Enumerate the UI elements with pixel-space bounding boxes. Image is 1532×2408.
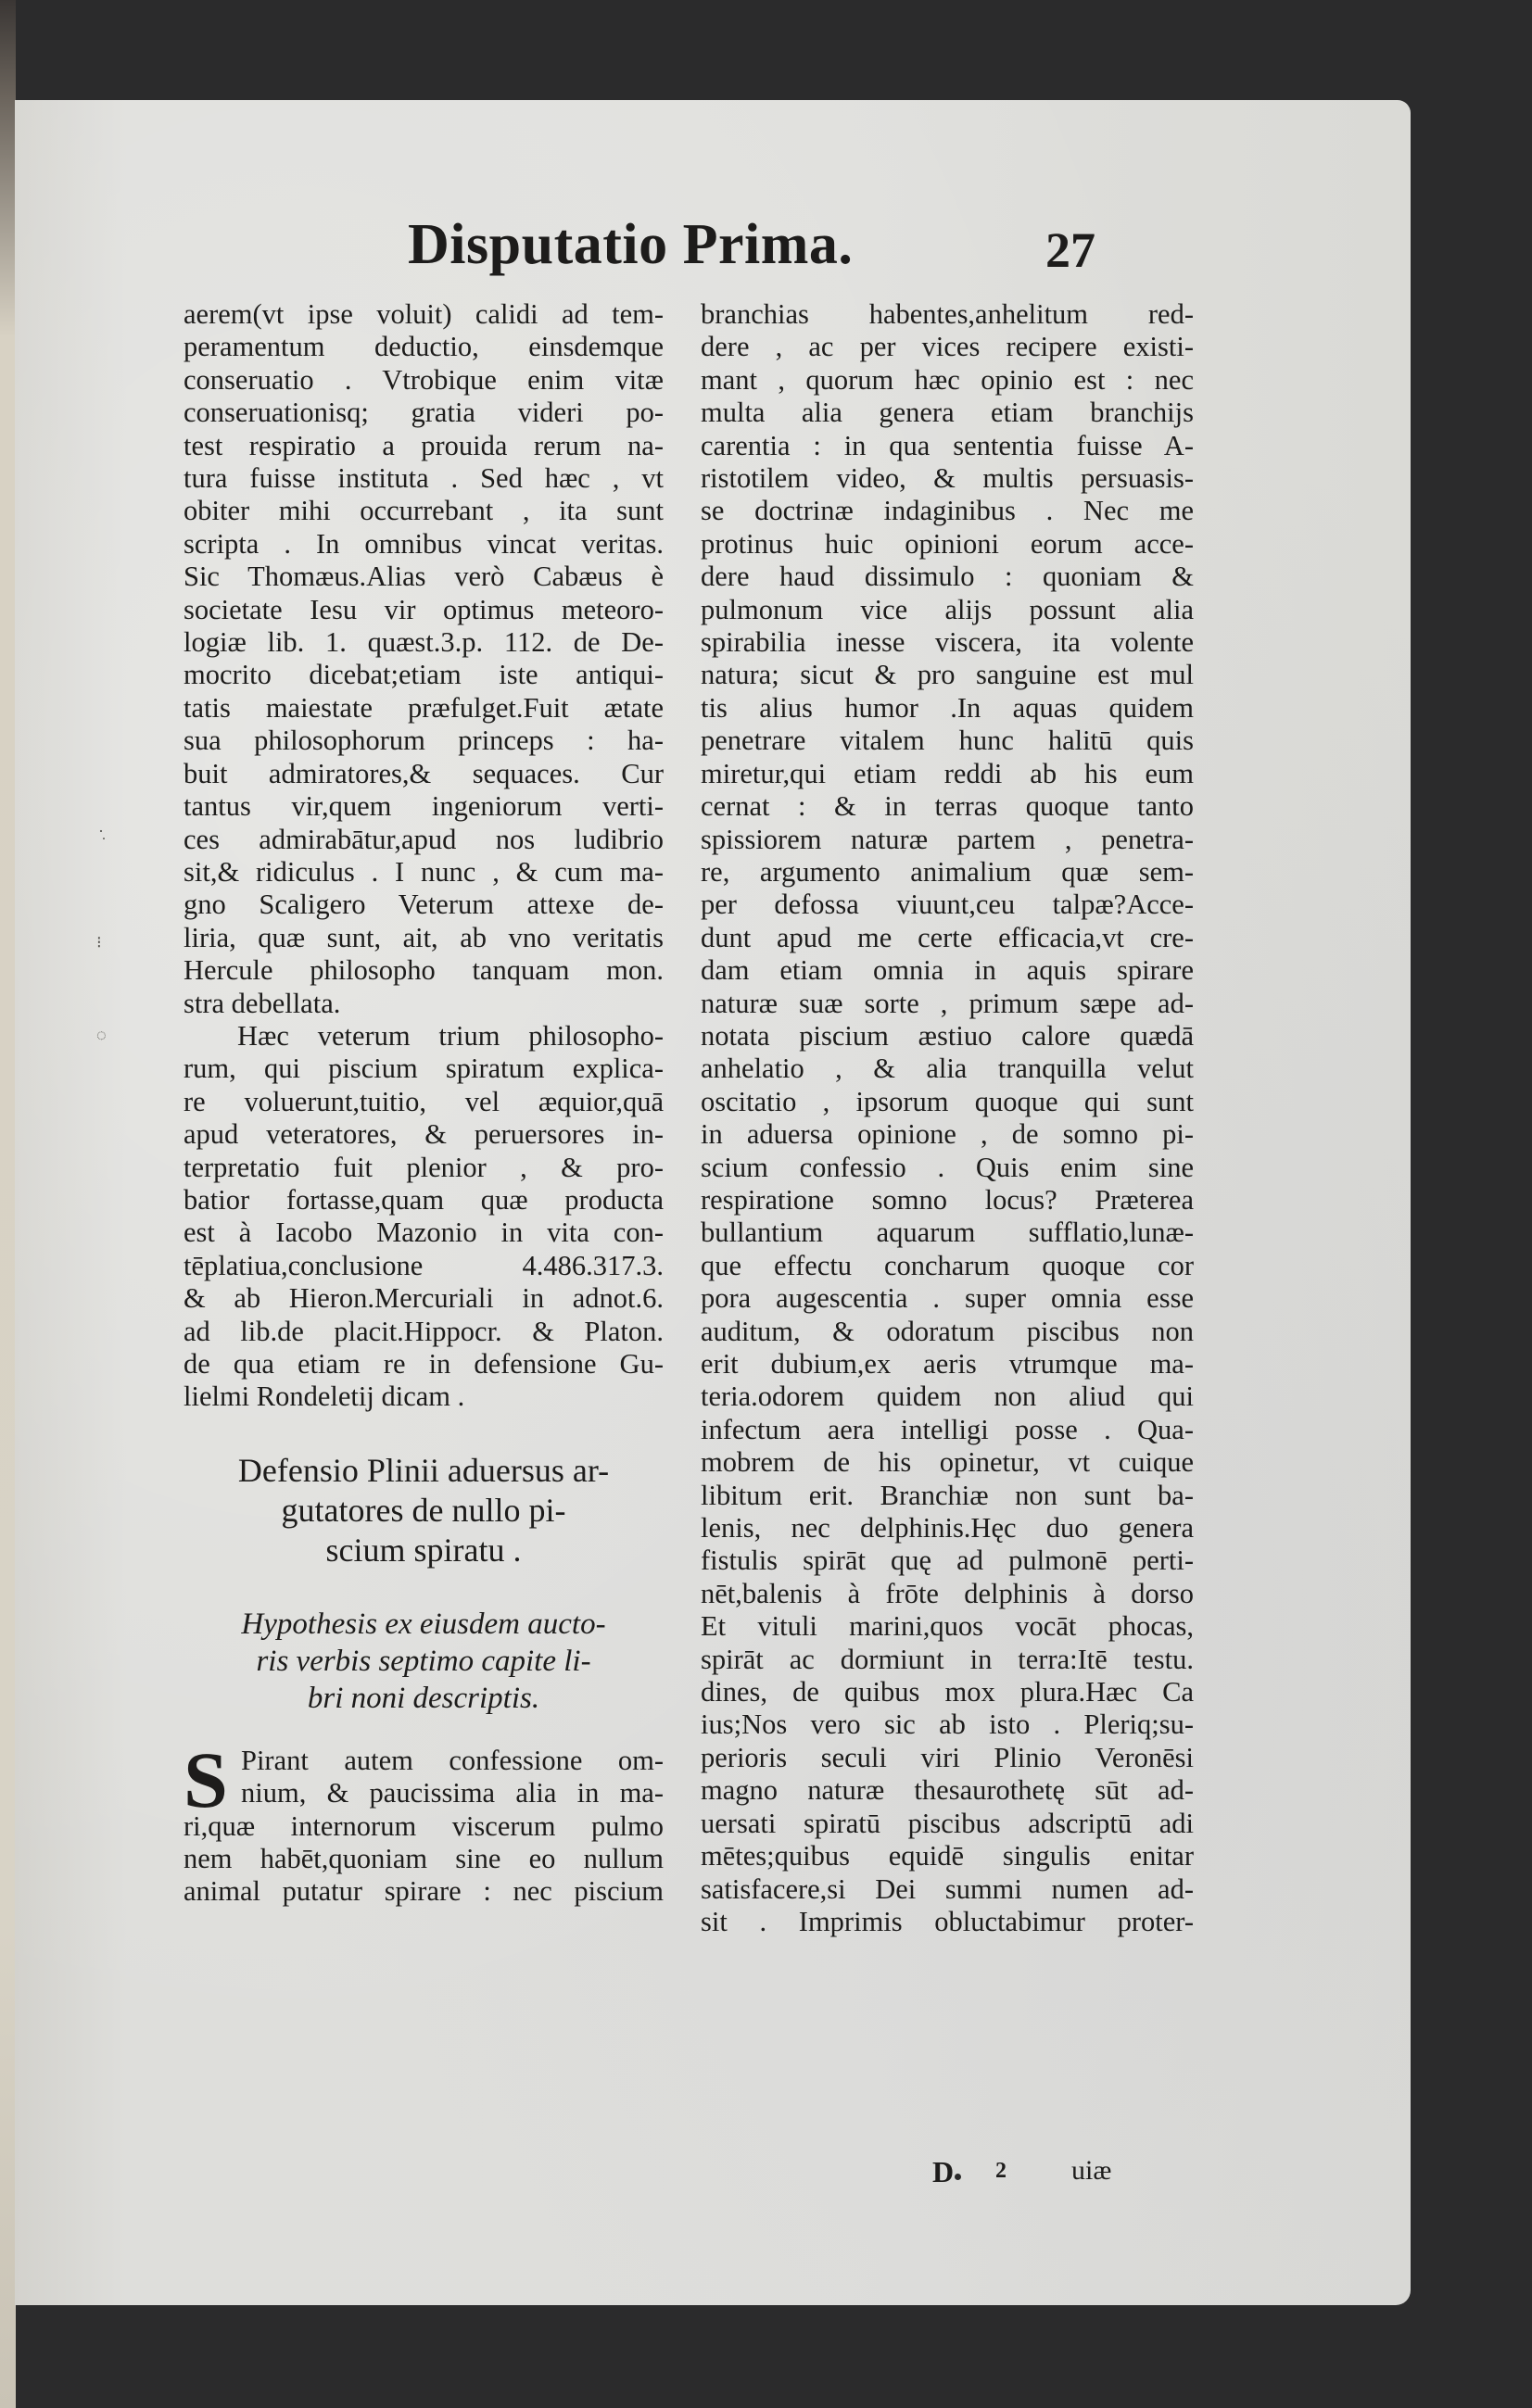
text-line: Hæc veterum trium philosopho- bbox=[237, 1019, 664, 1052]
text-line: tura fuisse instituta . Sed hæc , vt bbox=[184, 462, 664, 495]
text-line: oscitatio , ipsorum quoque qui sunt bbox=[701, 1085, 1194, 1117]
text-line: naturæ suæ sorte , primum sæpe ad- bbox=[701, 987, 1194, 1019]
text-line: multa alia genera etiam branchijs bbox=[701, 397, 1194, 429]
text-line: miretur,qui etiam reddi ab his eum bbox=[701, 757, 1194, 789]
text-line: ces admirabātur,apud nos ludibrio bbox=[184, 823, 664, 855]
signature-number: 2 bbox=[995, 2159, 1007, 2183]
heading-line: bri noni descriptis. bbox=[307, 1681, 540, 1715]
ink-spot-icon bbox=[955, 2174, 961, 2180]
margin-smudge-icon: ◌ bbox=[96, 1026, 107, 1044]
text-line: sua philosophorum princeps : ha- bbox=[184, 725, 664, 757]
text-line: nem habēt,quoniam sine eo nullum bbox=[184, 1843, 664, 1875]
text-line: re, argumento animalium quæ sem- bbox=[701, 855, 1194, 888]
text-line: liria, quæ sunt, ait, ab vno veritatis bbox=[184, 921, 664, 953]
text-line: Hercule philosopho tanquam mon. bbox=[184, 954, 664, 987]
page-number: 27 bbox=[1045, 222, 1095, 278]
text-line: bullantium aquarum sufflatio,lunæ- bbox=[701, 1217, 1194, 1249]
text-line: dunt apud me certe efficacia,vt cre- bbox=[701, 921, 1194, 953]
text-line: rum, qui piscium spiratum explica- bbox=[184, 1053, 664, 1085]
signature-mark: D bbox=[932, 2155, 955, 2188]
text-line: carentia : in qua sententia fuisse A- bbox=[701, 429, 1194, 461]
heading-line: Defensio Plinii aduersus ar- bbox=[237, 1451, 610, 1489]
paragraph-with-drop-cap bbox=[184, 1734, 664, 1909]
text-line: conseruatio . Vtrobique enim vitæ bbox=[184, 363, 664, 396]
text-line: teria.odorem quidem non aliud qui bbox=[701, 1381, 1194, 1413]
text-line: lielmi Rondeletij dicam . bbox=[184, 1381, 465, 1413]
text-line: mobrem de his opinetur, vt cuique bbox=[701, 1446, 1194, 1479]
text-line: Et vituli marini,quos vocāt phocas, bbox=[701, 1610, 1194, 1643]
text-line: animal putatur spirare : nec piscium bbox=[184, 1875, 664, 1908]
text-line: test respiratio a prouida rerum na- bbox=[184, 429, 664, 461]
text-line: apud veteratores, & peruersores in- bbox=[184, 1118, 664, 1151]
paragraph bbox=[184, 1020, 664, 1414]
text-line: de qua etiam re in defensione Gu- bbox=[184, 1348, 664, 1380]
text-line: per defossa viuunt,ceu talpæ?Acce- bbox=[701, 889, 1194, 921]
text-line: societate Iesu vir optimus meteoro- bbox=[184, 593, 664, 625]
text-line: logiæ lib. 1. quæst.3.p. 112. de De- bbox=[184, 626, 664, 659]
text-line: ius;Nos vero sic ab isto . Pleriq;su- bbox=[701, 1708, 1194, 1741]
text-line: batior fortasse,quam quæ producta bbox=[184, 1183, 664, 1216]
text-line: gno Scaligero Veterum attexe de- bbox=[184, 889, 664, 921]
text-line: infectum aera intelligi posse . Qua- bbox=[701, 1413, 1194, 1445]
text-line: spirāt ac dormiunt in terra:Itē testu. bbox=[701, 1643, 1194, 1675]
text-line: dam etiam omnia in aquis spirare bbox=[701, 954, 1194, 987]
text-line: mant , quorum hæc opinio est : nec bbox=[701, 363, 1194, 396]
text-line: Sic Thomæus.Alias verò Cabæus è bbox=[184, 561, 664, 593]
text-line: protinus huic opinioni eorum acce- bbox=[701, 527, 1194, 560]
text-line: sit . Imprimis obluctabimur proter- bbox=[701, 1905, 1194, 1937]
text-line: obiter mihi occurrebant , ita sunt bbox=[184, 495, 664, 527]
text-line: libitum erit. Branchiæ non sunt ba- bbox=[701, 1479, 1194, 1511]
text-line: terpretatio fuit plenior , & pro- bbox=[184, 1151, 664, 1183]
text-line: notata piscium æstiuo calore quædā bbox=[701, 1019, 1194, 1052]
text-line: spissiorem naturæ partem , penetra- bbox=[701, 823, 1194, 855]
text-line: natura; sicut & pro sanguine est mul bbox=[701, 659, 1194, 691]
text-line: Pirant autem confessione om- bbox=[241, 1744, 664, 1776]
book-page bbox=[15, 100, 1411, 2305]
text-line: peramentum deductio, einsdemque bbox=[184, 331, 664, 363]
catchword: uiæ bbox=[1071, 2155, 1112, 2186]
text-line: ad lib.de placit.Hippocr. & Platon. bbox=[184, 1315, 664, 1347]
text-line: tantus vir,quem ingeniorum verti- bbox=[184, 790, 664, 823]
text-line: dere , ac per vices recipere existi- bbox=[701, 331, 1194, 363]
text-line: in aduersa opinione , de somno pi- bbox=[701, 1118, 1194, 1151]
text-line: que effectu concharum quoque cor bbox=[701, 1249, 1194, 1281]
text-line: dines, de quibus mox plura.Hæc Ca bbox=[701, 1676, 1194, 1708]
text-line: pulmonum vice alijs possunt alia bbox=[701, 593, 1194, 625]
text-line: se doctrinæ indaginibus . Nec me bbox=[701, 495, 1194, 527]
text-line: est à Iacobo Mazonio in vita con- bbox=[184, 1217, 664, 1249]
text-line: nium, & paucissima alia in ma- bbox=[241, 1777, 664, 1809]
text-line: satisfacere,si Dei summi numen ad- bbox=[701, 1872, 1194, 1905]
heading-line: Hypothesis ex eiusdem aucto- bbox=[241, 1607, 606, 1641]
text-line: fistulis spirāt quę ad pulmonē perti- bbox=[701, 1544, 1194, 1577]
text-line: tis alius humor .In aquas quidem bbox=[701, 691, 1194, 724]
text-line: branchias habentes,anhelitum red- bbox=[701, 298, 1194, 330]
text-line: penetrare vitalem hunc halitū quis bbox=[701, 725, 1194, 757]
text-line: lenis, nec delphinis.Hęc duo genera bbox=[701, 1512, 1194, 1544]
section-heading bbox=[184, 1451, 664, 1570]
text-line: dere haud dissimulo : quoniam & bbox=[701, 561, 1194, 593]
margin-smudge-icon: ⁝ bbox=[96, 933, 102, 952]
text-line: erit dubium,ex aeris vtrumque ma- bbox=[701, 1348, 1194, 1380]
text-line: anhelatio , & alia tranquilla velut bbox=[701, 1053, 1194, 1085]
text-line: spirabilia inesse viscera, ita volente bbox=[701, 626, 1194, 659]
text-line: auditum, & odoratum piscibus non bbox=[701, 1315, 1194, 1347]
text-line: tēplatiua,conclusione 4.486.317.3. bbox=[184, 1249, 664, 1281]
text-line: ri,quæ internorum viscerum pulmo bbox=[184, 1809, 664, 1842]
text-line: buit admiratores,& sequaces. Cur bbox=[184, 757, 664, 789]
text-line: sit,& ridiculus . I nunc , & cum ma- bbox=[184, 855, 664, 888]
text-line: mētes;quibus equidē singulis enitar bbox=[701, 1840, 1194, 1872]
text-line: mocrito dicebat;etiam iste antiqui- bbox=[184, 659, 664, 691]
text-line: cernat : & in terras quoque tanto bbox=[701, 790, 1194, 823]
text-line: conseruationisq; gratia videri po- bbox=[184, 397, 664, 429]
text-line: & ab Hieron.Mercuriali in adnot.6. bbox=[184, 1282, 664, 1315]
text-line: pora augescentia . super omnia esse bbox=[701, 1282, 1194, 1315]
drop-cap: S bbox=[184, 1734, 228, 1824]
text-line: re voluerunt,tuitio, vel æquior,quā bbox=[184, 1085, 664, 1117]
right-column bbox=[701, 298, 1194, 1938]
heading-line: ris verbis septimo capite li- bbox=[256, 1644, 591, 1678]
heading-line: gutatores de nullo pi- bbox=[281, 1491, 566, 1529]
left-column bbox=[184, 298, 664, 1909]
text-line: scium confessio . Quis enim sine bbox=[701, 1151, 1194, 1183]
page-title: Disputatio Prima. bbox=[408, 213, 854, 276]
text-line: tatis maiestate præfulget.Fuit ætate bbox=[184, 691, 664, 724]
text-line: nēt,balenis à frōte delphinis à dorso bbox=[701, 1577, 1194, 1609]
text-line: scripta . In omnibus vincat veritas. bbox=[184, 527, 664, 560]
binding-edge bbox=[0, 0, 16, 2408]
text-line: aerem(vt ipse voluit) calidi ad tem- bbox=[184, 298, 664, 330]
text-line: magno naturæ thesaurothetę sūt ad- bbox=[701, 1774, 1194, 1807]
text-line: stra debellata. bbox=[184, 987, 341, 1019]
text-line: uersati spiratū piscibus adscriptū adi bbox=[701, 1807, 1194, 1839]
paragraph bbox=[184, 298, 664, 1020]
margin-smudge-icon: ·̣ bbox=[98, 822, 104, 840]
heading-line: scium spiratu . bbox=[325, 1531, 522, 1569]
text-line: ristotilem video, & multis persuasis- bbox=[701, 462, 1194, 495]
text-line: perioris seculi viri Plinio Veronēsi bbox=[701, 1741, 1194, 1773]
italic-subheading bbox=[184, 1606, 664, 1717]
running-head bbox=[15, 208, 1411, 282]
text-line: respiratione somno locus? Præterea bbox=[701, 1183, 1194, 1216]
